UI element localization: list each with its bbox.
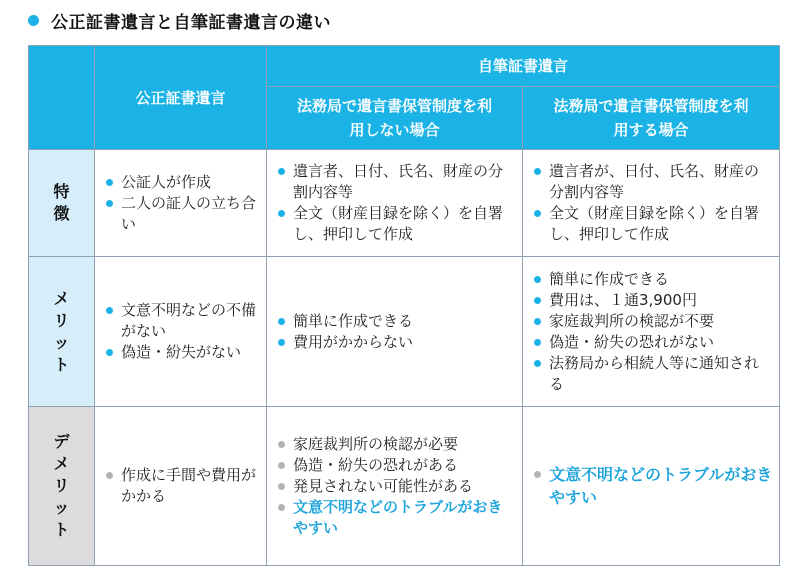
- list-item: 家庭裁判所の検認が必要: [275, 434, 516, 455]
- list-item-highlight: 文意不明などのトラブルがおきやすい: [275, 497, 516, 539]
- header-jihitsu-with-storage: 法務局で遺言書保管制度を利用する場合: [523, 87, 780, 150]
- page-title-text: 公正証書遺言と自筆証書遺言の違い: [51, 12, 331, 33]
- list-item: 公証人が作成: [103, 172, 260, 193]
- list-item: 簡単に作成できる: [275, 311, 516, 332]
- row-label-features: 特徴: [29, 150, 95, 257]
- row-label-demerits: デメリット: [29, 407, 95, 566]
- cell-demerits-jihitsu-no: [267, 407, 523, 566]
- list-item: 費用は、１通3,900円: [531, 290, 773, 311]
- bullet-dot-icon: [28, 15, 39, 26]
- list-item: 費用がかからない: [275, 332, 516, 353]
- list-item-highlight: 文意不明などのトラブルがおきやすい: [531, 463, 773, 509]
- list-item: 簡単に作成できる: [531, 269, 773, 290]
- row-label-merits: メリット: [29, 257, 95, 407]
- header-corner: [29, 46, 95, 150]
- list-item: 家庭裁判所の検認が不要: [531, 311, 773, 332]
- cell-features-jihitsu-no: [267, 150, 523, 257]
- cell-features-jihitsu-yes: [523, 150, 780, 257]
- header-jihitsu-no-storage: 法務局で遺言書保管制度を利用しない場合: [267, 87, 523, 150]
- header-row: [29, 46, 780, 87]
- list-item: 遺言者が、日付、氏名、財産の分割内容等: [531, 161, 773, 203]
- list-item: 偽造・紛失の恐れがない: [531, 332, 773, 353]
- list-item: 法務局から相続人等に通知される: [531, 353, 773, 395]
- cell-demerits-kosei: [95, 407, 267, 566]
- page-title: [28, 7, 331, 33]
- cell-merits-jihitsu-yes: [523, 257, 780, 407]
- cell-merits-jihitsu-no: [267, 257, 523, 407]
- table-row-features: [29, 150, 780, 257]
- list-item: 全文（財産目録を除く）を自署し、押印して作成: [531, 203, 773, 245]
- table-row-merits: [29, 257, 780, 407]
- cell-features-kosei: [95, 150, 267, 257]
- list-item: 二人の証人の立ち合い: [103, 193, 260, 235]
- list-item: 発見されない可能性がある: [275, 476, 516, 497]
- table-row-demerits: [29, 407, 780, 566]
- cell-merits-kosei: [95, 257, 267, 407]
- list-item: 偽造・紛失の恐れがある: [275, 455, 516, 476]
- header-kosei: 公正証書遺言: [95, 46, 267, 150]
- list-item: 全文（財産目録を除く）を自署し、押印して作成: [275, 203, 516, 245]
- header-jihitsu-group: 自筆証書遺言: [267, 46, 780, 87]
- comparison-table: [28, 45, 780, 566]
- list-item: 作成に手間や費用がかかる: [103, 465, 260, 507]
- list-item: 文意不明などの不備がない: [103, 300, 260, 342]
- list-item: 遺言者、日付、氏名、財産の分割内容等: [275, 161, 516, 203]
- cell-demerits-jihitsu-yes: [523, 407, 780, 566]
- list-item: 偽造・紛失がない: [103, 342, 260, 363]
